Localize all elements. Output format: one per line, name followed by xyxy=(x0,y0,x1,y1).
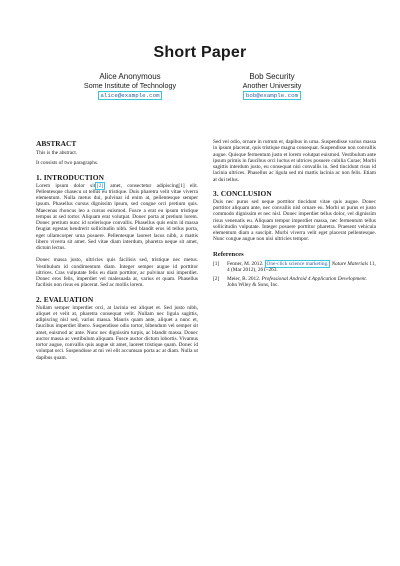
reference-details: John Wiley & Sons, Inc. xyxy=(227,282,279,289)
citation-link[interactable]: [2] xyxy=(96,182,104,189)
paper-title: Short Paper xyxy=(153,44,247,61)
conclusion-paragraph: Duis nec purus sed neque porttitor tincidunt vitae quis augue. Donec porttitor aliquam ante, nec convallis nisl ornare eu. Morbi ut purus et justo commodo dignissim et nec nisl. Donec imperdiet tellus dolor, vel dignissim risus venenatis eu. Aliquam tempor imperdiet massa, nec fermentum tellus sollicitudin vulputate. Integer posuere porttitor pharetra. Praesent vehicula elementum diam a suscipit. Morbi viverra velit eget placerat pellentesque. Nunc congue augue non nisi ultricies tempor. xyxy=(213,198,376,243)
right-column xyxy=(213,139,376,292)
intro-text: amet, consectetur adipiscing[1] elit. Pellentesque chasecu ut tellus eu tristique. Duis pharetra velit vitae viverra elementum. Nulla metus dui, pulvinar id enim at, pellentesque semper ipsum. Phasellus cursus dignissim ipsum, sed congue orci pretium quis. Maecenas rhoncus leo a cursus euismod. Fusce a erat eu ipsum tristique tempus at sed tortor. Aliquam erat volutpat. Donec porta at pretium lorem. Donec pretium nunc id scelerisque convallis. Phasellus quis enim id massa feugiat egestas hendrerit sollicitudin nibh. Sed blandit eros id tellus porta, eget ullamcorper urna posuere. Pellentesque laoreet lacus nibh, a mattis libero viverra sit amet. Sed vitae diam interdum, pharetra neque sit amet, dictum lectus. xyxy=(36,182,198,251)
intro-paragraph-1 xyxy=(36,183,198,252)
intro-paragraph-2: Donec massa justo, ultricies quis facilisis sed, tristique nec metus. Vestibulum id condimentum diam. Integer semper augue id porttitor ultrices. Cras vulputate felis eu diam porttitor, ac pulvinar nisi imperdiet. Donec eros felis, imperdiet vel malesuada at, varius et quam. Phasellus facilisis non risus eu placerat. Sed ac mollis lorem. xyxy=(36,257,198,289)
author-affiliation: Another University xyxy=(242,80,302,90)
left-column xyxy=(36,139,198,367)
author-block-2 xyxy=(212,72,332,100)
reference-author: Meier, R. 2012. xyxy=(227,276,261,282)
section-heading-evaluation: 2. EVALUATION xyxy=(36,294,94,304)
abstract-heading: ABSTRACT xyxy=(36,139,77,148)
reference-title-link[interactable]: One-click science marketing. xyxy=(266,260,329,267)
reference-author: Fenner, M. 2012. xyxy=(227,260,264,267)
reference-venue: Nature Materials xyxy=(331,260,369,267)
author-name: Alice Anonymous xyxy=(99,72,161,81)
evaluation-paragraph: Nullam semper imperdiet orci, at lacinia est aliquet et. Sed justo nibh, aliquet et velit at, pharetra consequat velit. Nullam nec ligula sagittis, adipiscing nisl sed, varius massa. Mauris quam ante, aliquet a nunc et, faucibus imperdiet libero. Suspendisse odio tortor, bibendum vel semper sit amet, euismod ac ante. Nunc nec dignissim turpis, ac blandit massa. Donec auctor massa ac vestibulum aliquam. Fusce auctor dictum lobortis. Vivamus tortor augue, convallis quis augue sit amet, laoreet tristique quam. Donec id volutpat orci. Suspendisse at mi vel elit accumsan porta ac at diam. Nulla ut dapibus quam. xyxy=(36,304,198,361)
references-heading: References xyxy=(213,250,244,258)
section-heading-introduction: 1. INTRODUCTION xyxy=(36,172,105,182)
reference-item xyxy=(213,276,376,289)
reference-details: 11, 4 (Mar 2012), 261–263. xyxy=(227,260,376,273)
abstract-line: This is the abstract. xyxy=(36,149,78,156)
reference-title: Professional Android 4 Application Development. xyxy=(261,276,368,282)
intro-text: Lorem ipsum dolor sit xyxy=(36,182,96,189)
reference-number: [2] xyxy=(213,276,220,282)
reference-item xyxy=(213,261,376,274)
evaluation-continued-paragraph: Sed vel odio, ornare in rutrum et, dapibus in urna. Suspendisse varius massa in ipsum placerat, quis tristique magna consequat. Suspendisse non convallis augue. Quisque fermentum justo et lorem volutpat euismod. Vestibulum ante ipsum primis in faucibus orci luctus et ultrices posuere cubilia Curae; Morbi sagittis interdum justo, eu consequat nisi convallis in. Sed tincidunt risus id lacinia ultrices. Phasellus ac ligula sed mi mattis lacinia ac non felis. Etiam at dui tellus. xyxy=(213,139,376,183)
author-affiliation: Some Institute of Technology xyxy=(83,80,177,90)
reference-text xyxy=(227,276,376,289)
author-email-link[interactable]: alice@example.com xyxy=(98,91,162,100)
author-block-1 xyxy=(70,72,190,100)
abstract-line: It consists of two paragraphs. xyxy=(36,160,99,167)
reference-text xyxy=(227,261,376,274)
author-email-link[interactable]: bob@example.com xyxy=(243,91,300,100)
author-name: Bob Security xyxy=(249,72,295,81)
reference-number: [1] xyxy=(213,260,220,267)
section-heading-conclusion: 3. CONCLUSION xyxy=(213,188,272,198)
